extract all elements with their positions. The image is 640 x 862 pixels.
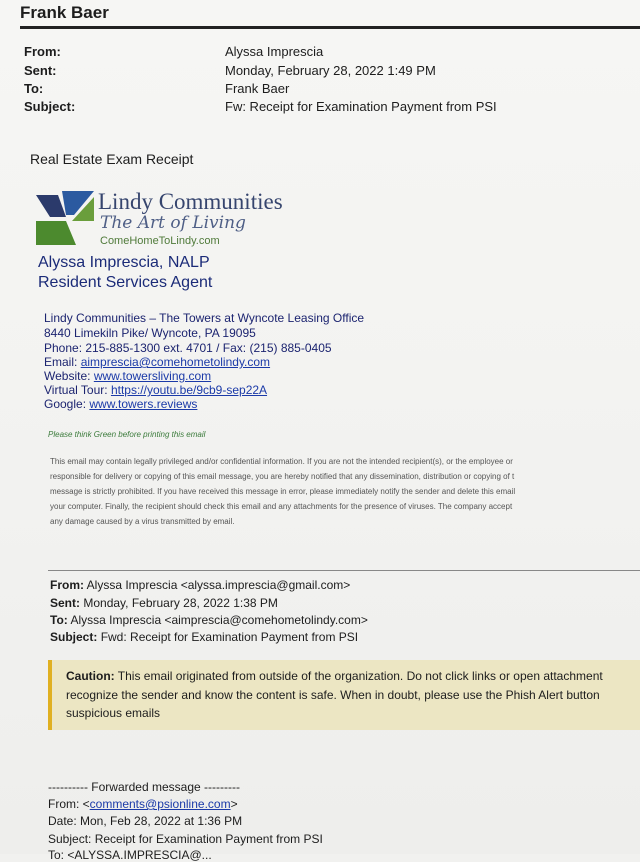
logo-tagline: The Art of Living — [100, 213, 246, 233]
disclaimer-line: any damage caused by a virus transmitted by email. — [50, 517, 235, 526]
disclaimer-line: responsible for delivery or copying of this email message, you are hereby notified that any dissemination, distribution or copying of t — [50, 472, 515, 481]
fwd-msg-subject: Subject: Receipt for Examination Payment from PSI — [48, 832, 323, 846]
to-value: Frank Baer — [225, 81, 290, 96]
header-divider — [20, 26, 640, 29]
fwd-sent-label: Sent: — [50, 596, 80, 610]
fwd-msg-to-partial: To: <ALYSSA.IMPRESCIA@... — [48, 848, 212, 862]
fwd-subject-value: Fwd: Receipt for Examination Payment from PSI — [100, 630, 359, 644]
fwd-from-value: Alyssa Imprescia <alyssa.imprescia@gmail.com> — [86, 578, 351, 592]
signature-address: 8440 Limekiln Pike/ Wyncote, PA 19095 — [44, 326, 256, 340]
caution-line-2: recognize the sender and know the content is safe. When in doubt, please use the Phish Alert button — [66, 688, 600, 702]
email-link[interactable]: aimprescia@comehometolindy.com — [80, 355, 271, 369]
fwd-sent-row — [50, 596, 278, 610]
logo-name: Lindy Communities — [98, 189, 283, 214]
signature-role: Resident Services Agent — [38, 274, 213, 291]
website-link[interactable]: www.towersliving.com — [93, 369, 212, 383]
forwarded-message-header: ---------- Forwarded message --------- — [48, 780, 240, 794]
sent-label: Sent: — [24, 63, 57, 78]
fwd-to-value: Alyssa Imprescia <aimprescia@comehometolindy.com> — [70, 613, 368, 627]
sent-value: Monday, February 28, 2022 1:49 PM — [225, 63, 436, 78]
to-label: To: — [24, 81, 44, 96]
signature-google-row — [44, 397, 197, 411]
subject-value: Fw: Receipt for Examination Payment from PSI — [225, 99, 497, 114]
disclaimer-line: message is strictly prohibited. If you have received this message in error, please immediately notify the sender and delete this email — [50, 487, 516, 496]
fwd-msg-date: Date: Mon, Feb 28, 2022 at 1:36 PM — [48, 814, 243, 828]
lindy-logo-mark — [36, 191, 94, 245]
fwd-sent-value: Monday, February 28, 2022 1:38 PM — [83, 596, 278, 610]
body-title: Real Estate Exam Receipt — [30, 151, 194, 167]
recipient-name: Frank Baer — [20, 3, 109, 22]
tour-label: Virtual Tour: — [44, 383, 111, 397]
fwd-msg-from-link[interactable]: comments@psionline.com — [89, 797, 231, 811]
fwd-msg-from-label: From: < — [48, 797, 90, 811]
signature-office: Lindy Communities – The Towers at Wyncote Leasing Office — [44, 311, 365, 325]
from-label: From: — [24, 44, 61, 59]
fwd-msg-from-end: > — [230, 797, 238, 811]
fwd-from-row — [50, 578, 350, 592]
google-label: Google: — [44, 397, 90, 411]
green-note: Please think Green before printing this email — [48, 430, 206, 439]
section-divider — [48, 570, 640, 571]
signature-phone: Phone: 215-885-1300 ext. 4701 / Fax: (215) 885-0405 — [44, 341, 332, 355]
caution-label: Caution: — [66, 669, 115, 683]
from-value: Alyssa Imprescia — [225, 44, 324, 59]
disclaimer-line: This email may contain legally privileged and/or confidential information. If you are not the intended recipient(s), or the employee or — [50, 457, 513, 466]
google-link[interactable]: www.towers.reviews — [89, 397, 198, 411]
fwd-to-label: To: — [50, 613, 68, 627]
subject-label: Subject: — [24, 99, 76, 114]
caution-line-3: suspicious emails — [66, 706, 161, 720]
tour-link[interactable]: https://youtu.be/9cb9-sep22A — [110, 383, 268, 397]
signature-name: Alyssa Imprescia, NALP — [38, 254, 210, 271]
fwd-subject-row — [50, 630, 358, 644]
fwd-from-label: From: — [50, 578, 84, 592]
disclaimer-line: your computer. Finally, the recipient should check this email and any attachments for the presence of viruses. The company accept — [50, 502, 513, 511]
signature-tour-row — [44, 383, 267, 397]
logo-url: ComeHomeToLindy.com — [100, 235, 220, 247]
signature-email-row — [44, 355, 270, 369]
fwd-to-row — [50, 613, 368, 627]
fwd-msg-from-row — [48, 797, 238, 811]
signature-website-row — [44, 369, 211, 383]
email-label: Email: — [44, 355, 81, 369]
website-label: Website: — [44, 369, 94, 383]
caution-line-1 — [66, 669, 603, 683]
caution-text-1: This email originated from outside of the organization. Do not click links or open attachment — [117, 669, 603, 683]
fwd-subject-label: Subject: — [50, 630, 98, 644]
